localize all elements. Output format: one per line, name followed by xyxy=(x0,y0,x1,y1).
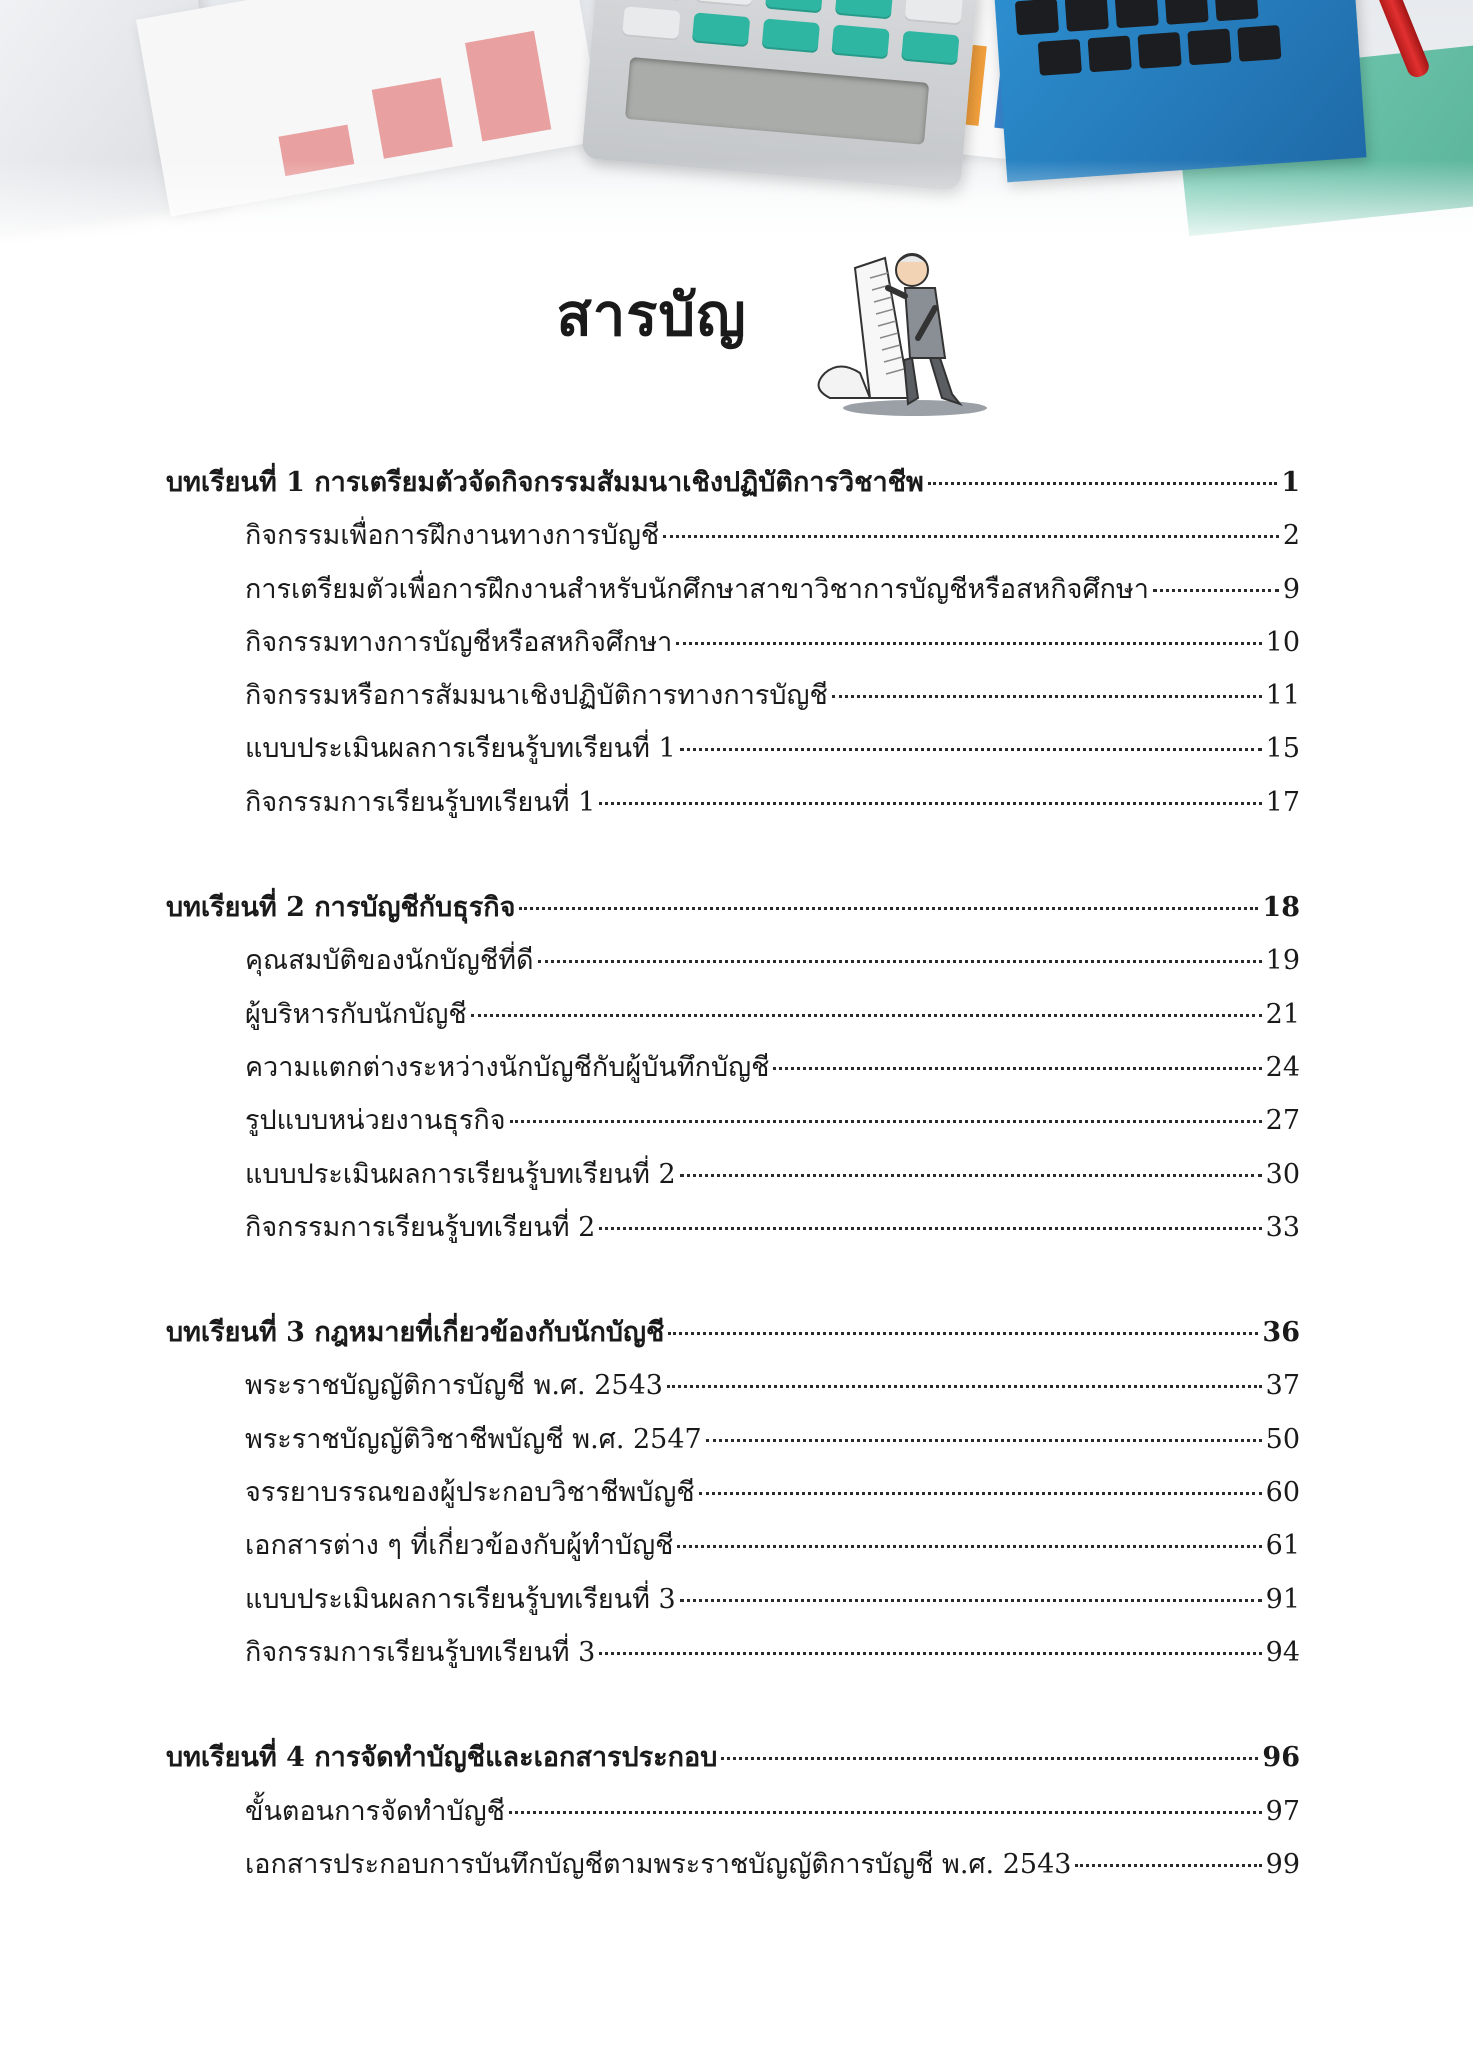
toc-entry[interactable] xyxy=(166,1205,1300,1258)
toc-entry[interactable] xyxy=(166,1577,1300,1630)
dot-leader xyxy=(928,481,1277,485)
page-number: 97 xyxy=(1265,1795,1300,1827)
dot-leader xyxy=(1075,1863,1261,1867)
toc-entry[interactable] xyxy=(166,938,1300,991)
dot-leader xyxy=(599,801,1261,805)
chapter-row[interactable] xyxy=(166,885,1300,938)
chapter-row[interactable] xyxy=(166,1310,1300,1363)
dot-leader xyxy=(509,1810,1262,1814)
entry-title: กิจกรรมการเรียนรู้บทเรียนที่ 1 xyxy=(245,786,596,818)
dot-leader xyxy=(706,1438,1262,1442)
chapter-section xyxy=(166,1735,1300,1895)
page-number: 37 xyxy=(1265,1370,1300,1402)
entry-title: กิจกรรมหรือการสัมมนาเชิงปฏิบัติการทางการบัญชี xyxy=(245,680,828,712)
toc-entry[interactable] xyxy=(166,992,1300,1045)
page-number: 60 xyxy=(1265,1477,1300,1509)
chapter-row[interactable] xyxy=(166,1735,1300,1788)
page-number: 33 xyxy=(1265,1211,1300,1243)
page-number: 21 xyxy=(1265,998,1300,1030)
chapter-title: บทเรียนที่ 4 การจัดทำบัญชีและเอกสารประกอบ xyxy=(166,1742,718,1774)
toc-entry[interactable] xyxy=(166,1098,1300,1151)
toc-entry[interactable] xyxy=(166,1523,1300,1576)
toc-entry[interactable] xyxy=(166,1789,1300,1842)
dot-leader xyxy=(519,906,1258,910)
toc-entry[interactable] xyxy=(166,1470,1300,1523)
header-photo xyxy=(0,0,1473,250)
dot-leader xyxy=(1153,588,1279,592)
dot-leader xyxy=(699,1491,1262,1495)
entry-title: แบบประเมินผลการเรียนรู้บทเรียนที่ 1 xyxy=(245,733,676,765)
toc-entry[interactable] xyxy=(166,780,1300,833)
page-title: สารบัญ xyxy=(556,281,747,349)
page-number: 96 xyxy=(1262,1742,1300,1774)
page-number: 11 xyxy=(1265,680,1300,712)
page-number: 17 xyxy=(1265,786,1300,818)
dot-leader xyxy=(721,1756,1258,1760)
page-number: 10 xyxy=(1265,626,1300,658)
entry-title: กิจกรรมเพื่อการฝึกงานทางการบัญชี xyxy=(245,520,660,552)
dot-leader xyxy=(676,641,1261,645)
dot-leader xyxy=(599,1651,1261,1655)
toc-entry[interactable] xyxy=(166,1045,1300,1098)
chapter-title: บทเรียนที่ 2 การบัญชีกับธุรกิจ xyxy=(166,892,516,924)
toc-entry[interactable] xyxy=(166,620,1300,673)
keyboard-illustration xyxy=(993,0,1366,182)
entry-title: แบบประเมินผลการเรียนรู้บทเรียนที่ 2 xyxy=(245,1158,676,1190)
dot-leader xyxy=(538,959,1262,963)
entry-title: แบบประเมินผลการเรียนรู้บทเรียนที่ 3 xyxy=(245,1583,676,1615)
page-number: 18 xyxy=(1262,892,1300,924)
page-number: 36 xyxy=(1262,1317,1300,1349)
dot-leader xyxy=(510,1119,1262,1123)
toc-entry[interactable] xyxy=(166,567,1300,620)
dot-leader xyxy=(680,1173,1262,1177)
page-number: 2 xyxy=(1282,520,1300,552)
entry-title: ความแตกต่างระหว่างนักบัญชีกับผู้บันทึกบัญชี xyxy=(245,1051,770,1083)
page-number: 1 xyxy=(1281,467,1300,498)
page-number: 9 xyxy=(1282,573,1300,605)
entry-title: เอกสารประกอบการบันทึกบัญชีตามพระราชบัญญัติการบัญชี พ.ศ. 2543 xyxy=(245,1848,1072,1880)
toc-entry[interactable] xyxy=(166,1417,1300,1470)
dot-leader xyxy=(680,1598,1262,1602)
entry-title: จรรยาบรรณของผู้ประกอบวิชาชีพบัญชี xyxy=(245,1477,695,1509)
table-of-contents xyxy=(166,460,1300,1947)
page-number: 99 xyxy=(1265,1848,1300,1880)
page-number: 30 xyxy=(1265,1158,1300,1190)
entry-title: กิจกรรมการเรียนรู้บทเรียนที่ 3 xyxy=(245,1636,596,1668)
chapter-section xyxy=(166,460,1300,833)
toc-entry[interactable] xyxy=(166,1630,1300,1683)
entry-title: เอกสารต่าง ๆ ที่เกี่ยวข้องกับผู้ทำบัญชี xyxy=(245,1530,674,1562)
entry-title: ขั้นตอนการจัดทำบัญชี xyxy=(245,1795,505,1827)
dot-leader xyxy=(663,534,1279,538)
toc-entry[interactable] xyxy=(166,1842,1300,1895)
page-number: 61 xyxy=(1265,1530,1300,1562)
dot-leader xyxy=(599,1226,1261,1230)
dot-leader xyxy=(667,1384,1262,1388)
entry-title: กิจกรรมทางการบัญชีหรือสหกิจศึกษา xyxy=(245,626,673,658)
reading-man-icon xyxy=(800,248,990,418)
page-number: 24 xyxy=(1265,1051,1300,1083)
chapter-section xyxy=(166,885,1300,1258)
dot-leader xyxy=(677,1544,1261,1548)
toc-entry[interactable] xyxy=(166,513,1300,566)
page-number: 91 xyxy=(1265,1583,1300,1615)
toc-entry[interactable] xyxy=(166,673,1300,726)
entry-title: กิจกรรมการเรียนรู้บทเรียนที่ 2 xyxy=(245,1211,596,1243)
entry-title: รูปแบบหน่วยงานธุรกิจ xyxy=(245,1105,506,1137)
dot-leader xyxy=(680,747,1262,751)
entry-title: พระราชบัญญัติวิชาชีพบัญชี พ.ศ. 2547 xyxy=(245,1423,702,1455)
dot-leader xyxy=(773,1066,1261,1070)
dot-leader xyxy=(668,1331,1258,1335)
chapter-section xyxy=(166,1310,1300,1683)
page-number: 27 xyxy=(1265,1105,1300,1137)
page-number: 50 xyxy=(1265,1423,1300,1455)
dot-leader xyxy=(471,1013,1262,1017)
page-number: 15 xyxy=(1265,733,1300,765)
chapter-title: บทเรียนที่ 3 กฎหมายที่เกี่ยวข้องกับนักบัญชี xyxy=(166,1317,665,1349)
dot-leader xyxy=(832,694,1262,698)
entry-title: การเตรียมตัวเพื่อการฝึกงานสำหรับนักศึกษาสาขาวิชาการบัญชีหรือสหกิจศึกษา xyxy=(245,573,1149,605)
toc-entry[interactable] xyxy=(166,1152,1300,1205)
toc-entry[interactable] xyxy=(166,1363,1300,1416)
page-number: 19 xyxy=(1265,945,1300,977)
page-number: 94 xyxy=(1265,1636,1300,1668)
toc-entry[interactable] xyxy=(166,726,1300,779)
entry-title: คุณสมบัติของนักบัญชีที่ดี xyxy=(245,945,534,977)
chapter-title: บทเรียนที่ 1 การเตรียมตัวจัดกิจกรรมสัมมนาเชิงปฏิบัติการวิชาชีพ xyxy=(166,467,924,498)
entry-title: พระราชบัญญัติการบัญชี พ.ศ. 2543 xyxy=(245,1370,663,1402)
entry-title: ผู้บริหารกับนักบัญชี xyxy=(245,998,467,1030)
chapter-row[interactable] xyxy=(166,460,1300,513)
